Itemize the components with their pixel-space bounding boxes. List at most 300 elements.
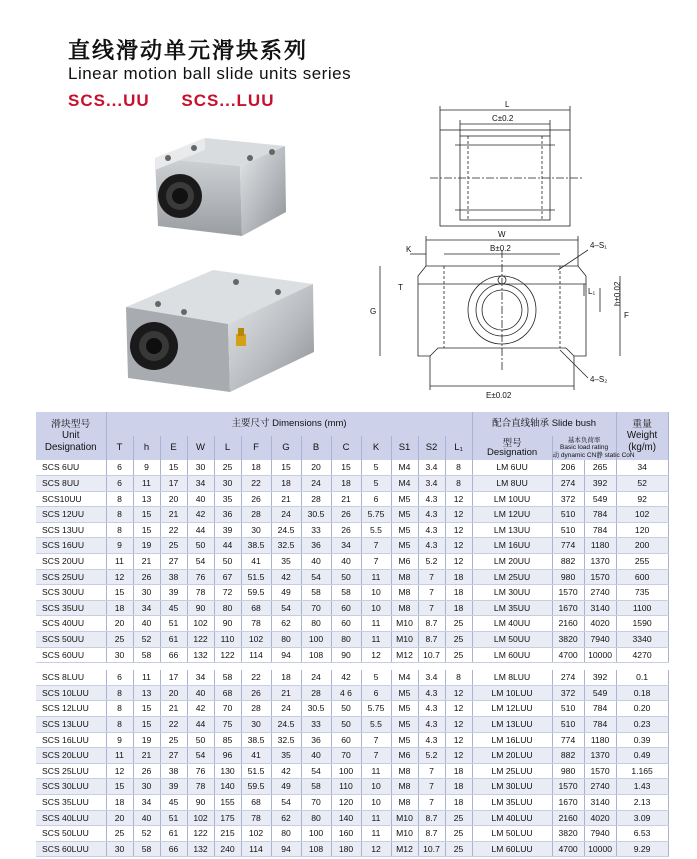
- table-cell: 20: [301, 460, 331, 476]
- table-cell: M8: [391, 600, 418, 616]
- table-cell: 4700: [552, 841, 584, 857]
- table-cell: 18: [331, 476, 361, 492]
- table-cell: 122: [187, 632, 214, 648]
- table-cell: M10: [391, 632, 418, 648]
- table-cell: 265: [584, 460, 616, 476]
- table-cell: 58: [133, 647, 160, 663]
- label-K: K: [406, 245, 412, 254]
- table-cell: 7: [418, 794, 445, 810]
- table-cell: 1180: [584, 732, 616, 748]
- table-cell: 40: [133, 616, 160, 632]
- table-cell: 26: [331, 507, 361, 523]
- table-cell: 25: [160, 538, 187, 554]
- table-cell: M5: [391, 538, 418, 554]
- table-cell: 4.3: [418, 538, 445, 554]
- table-cell: 25: [106, 632, 133, 648]
- unit-designation-cell: SCS 8LUU: [36, 670, 106, 686]
- table-cell: 12: [445, 538, 472, 554]
- label-C: C±0.2: [492, 114, 514, 123]
- table-cell: 76: [187, 763, 214, 779]
- table-cell: 24: [301, 476, 331, 492]
- table-cell: 206: [552, 460, 584, 476]
- table-cell: 42: [331, 670, 361, 686]
- table-row: [36, 841, 668, 857]
- table-cell: 61: [160, 826, 187, 842]
- table-cell: 12: [106, 763, 133, 779]
- table-cell: 1590: [616, 616, 668, 632]
- label-W: W: [498, 230, 506, 239]
- table-cell: 240: [214, 841, 241, 857]
- table-cell: 94: [271, 647, 301, 663]
- table-cell: 30: [187, 460, 214, 476]
- bush-designation-cell: LM 40LUU: [472, 810, 552, 826]
- table-cell: 1370: [584, 554, 616, 570]
- table-cell: 13: [133, 491, 160, 507]
- unit-designation-cell: SCS 35LUU: [36, 794, 106, 810]
- table-cell: 54: [301, 763, 331, 779]
- table-cell: 58: [301, 585, 331, 601]
- table-cell: 76: [187, 569, 214, 585]
- table-cell: 18: [106, 600, 133, 616]
- table-cell: 882: [552, 554, 584, 570]
- label-h: h±0.02: [613, 281, 622, 306]
- table-cell: 62: [271, 616, 301, 632]
- table-cell: 72: [214, 585, 241, 601]
- table-cell: 52: [133, 826, 160, 842]
- header-bush-designation: 型号 Designation: [472, 436, 552, 460]
- bush-designation-cell: LM 10LUU: [472, 685, 552, 701]
- table-cell: 1570: [584, 763, 616, 779]
- table-cell: 9: [133, 460, 160, 476]
- table-cell: 30: [241, 522, 271, 538]
- table-cell: 50: [331, 717, 361, 733]
- table-cell: 7: [418, 569, 445, 585]
- table-cell: 20: [160, 685, 187, 701]
- unit-designation-cell: SCS 30UU: [36, 585, 106, 601]
- table-cell: 15: [133, 701, 160, 717]
- table-cell: 120: [331, 794, 361, 810]
- table-cell: 21: [160, 701, 187, 717]
- table-cell: 92: [616, 491, 668, 507]
- bush-designation-cell: LM 30LUU: [472, 779, 552, 795]
- header-C: C: [331, 436, 361, 460]
- table-cell: 18: [106, 794, 133, 810]
- table-cell: M5: [391, 507, 418, 523]
- table-cell: 39: [214, 522, 241, 538]
- label-G: G: [370, 307, 377, 316]
- table-cell: 22: [160, 717, 187, 733]
- table-cell: 38.5: [241, 732, 271, 748]
- table-cell: 215: [214, 826, 241, 842]
- header-L: L: [214, 436, 241, 460]
- table-cell: 15: [160, 460, 187, 476]
- table-cell: 40: [133, 810, 160, 826]
- table-row: [36, 685, 668, 701]
- table-cell: 510: [552, 701, 584, 717]
- table-cell: 4020: [584, 810, 616, 826]
- table-cell: 21: [133, 748, 160, 764]
- table-cell: 100: [301, 632, 331, 648]
- table-cell: 102: [187, 616, 214, 632]
- table-cell: M5: [391, 522, 418, 538]
- table-cell: 85: [214, 732, 241, 748]
- label-S2: 4–S₂: [590, 375, 608, 384]
- unit-designation-cell: SCS 50UU: [36, 632, 106, 648]
- table-cell: 3820: [552, 826, 584, 842]
- table-cell: 180: [331, 841, 361, 857]
- table-cell: 4 6: [331, 685, 361, 701]
- table-cell: 0.20: [616, 701, 668, 717]
- table-row: [36, 538, 668, 554]
- table-cell: 8: [445, 670, 472, 686]
- table-cell: M10: [391, 826, 418, 842]
- table-cell: 44: [187, 717, 214, 733]
- unit-designation-cell: SCS 60LUU: [36, 841, 106, 857]
- table-cell: 784: [584, 522, 616, 538]
- table-cell: 11: [133, 476, 160, 492]
- table-cell: 0.49: [616, 748, 668, 764]
- table-cell: 10: [361, 779, 391, 795]
- table-cell: 8: [106, 685, 133, 701]
- table-cell: M12: [391, 647, 418, 663]
- table-cell: 38.5: [241, 538, 271, 554]
- table-cell: 28: [301, 491, 331, 507]
- table-cell: 2160: [552, 616, 584, 632]
- table-cell: 49: [271, 585, 301, 601]
- table-cell: 372: [552, 491, 584, 507]
- table-cell: 10: [361, 600, 391, 616]
- table-cell: 5: [361, 670, 391, 686]
- bush-designation-cell: LM 6UU: [472, 460, 552, 476]
- table-cell: 9: [106, 538, 133, 554]
- table-cell: 12: [445, 701, 472, 717]
- table-cell: 25: [160, 732, 187, 748]
- table-cell: 510: [552, 507, 584, 523]
- bush-designation-cell: LM 8LUU: [472, 670, 552, 686]
- table-cell: M5: [391, 491, 418, 507]
- bush-designation-cell: LM 25LUU: [472, 763, 552, 779]
- table-cell: 78: [241, 616, 271, 632]
- table-cell: 80: [214, 600, 241, 616]
- table-cell: 6: [106, 476, 133, 492]
- table-cell: 21: [331, 491, 361, 507]
- table-cell: 51: [160, 616, 187, 632]
- unit-designation-cell: SCS 8UU: [36, 476, 106, 492]
- table-row: [36, 522, 668, 538]
- table-cell: 38: [160, 569, 187, 585]
- table-cell: M5: [391, 717, 418, 733]
- unit-designation-cell: SCS 13UU: [36, 522, 106, 538]
- table-cell: 392: [584, 476, 616, 492]
- table-cell: 1570: [584, 569, 616, 585]
- table-cell: 34: [187, 476, 214, 492]
- table-cell: 15: [133, 507, 160, 523]
- bush-designation-cell: LM 50UU: [472, 632, 552, 648]
- bush-designation-cell: LM 50LUU: [472, 826, 552, 842]
- table-cell: 40: [301, 554, 331, 570]
- bush-designation-cell: LM 30UU: [472, 585, 552, 601]
- table-cell: 20: [160, 491, 187, 507]
- table-cell: 35: [271, 748, 301, 764]
- table-cell: 774: [552, 732, 584, 748]
- table-cell: 102: [241, 826, 271, 842]
- table-cell: 30: [133, 779, 160, 795]
- table-cell: 8.7: [418, 616, 445, 632]
- table-cell: 34: [187, 670, 214, 686]
- table-cell: 19: [133, 538, 160, 554]
- table-cell: 90: [331, 647, 361, 663]
- table-cell: 28: [241, 507, 271, 523]
- table-cell: 3.4: [418, 670, 445, 686]
- table-cell: 12: [445, 554, 472, 570]
- unit-designation-cell: SCS 60UU: [36, 647, 106, 663]
- table-cell: 108: [301, 647, 331, 663]
- table-cell: 22: [160, 522, 187, 538]
- table-cell: 2740: [584, 585, 616, 601]
- dimensions-table: [36, 412, 669, 857]
- bush-designation-cell: LM 13LUU: [472, 717, 552, 733]
- table-cell: 1370: [584, 748, 616, 764]
- unit-designation-cell: SCS 13LUU: [36, 717, 106, 733]
- table-cell: 12: [445, 732, 472, 748]
- table-cell: 122: [187, 826, 214, 842]
- table-cell: 25: [445, 841, 472, 857]
- table-cell: 12: [445, 717, 472, 733]
- table-cell: 18: [271, 670, 301, 686]
- table-cell: 90: [187, 794, 214, 810]
- table-cell: 40: [187, 491, 214, 507]
- table-cell: 45: [160, 600, 187, 616]
- bush-designation-cell: LM 13UU: [472, 522, 552, 538]
- table-cell: 49: [271, 779, 301, 795]
- table-cell: 784: [584, 507, 616, 523]
- table-cell: 54: [187, 554, 214, 570]
- label-L1: L₁: [588, 287, 596, 296]
- table-cell: 30.5: [301, 701, 331, 717]
- table-row: [36, 569, 668, 585]
- table-cell: 5: [361, 460, 391, 476]
- table-cell: M8: [391, 763, 418, 779]
- label-B: B±0.2: [490, 244, 511, 253]
- header-E: E: [160, 436, 187, 460]
- table-cell: 18: [445, 569, 472, 585]
- header-load-rating: 基本负荷率 Basic load rating 动 dynamic CN 静 static CoN: [552, 437, 635, 459]
- table-row: [36, 748, 668, 764]
- table-cell: 36: [301, 732, 331, 748]
- table-cell: 12: [445, 748, 472, 764]
- table-cell: 7940: [584, 826, 616, 842]
- table-cell: 4.3: [418, 491, 445, 507]
- unit-designation-cell: SCS 20LUU: [36, 748, 106, 764]
- table-cell: 30: [106, 841, 133, 857]
- table-cell: 75: [214, 717, 241, 733]
- table-cell: 12: [106, 569, 133, 585]
- table-cell: 4270: [616, 647, 668, 663]
- product-photo-long-unit: [118, 262, 318, 398]
- table-cell: 26: [133, 763, 160, 779]
- table-cell: 15: [271, 460, 301, 476]
- header-G: G: [271, 436, 301, 460]
- table-row: [36, 616, 668, 632]
- table-cell: 30: [106, 647, 133, 663]
- table-cell: 122: [214, 647, 241, 663]
- table-cell: 78: [187, 585, 214, 601]
- table-cell: 12: [361, 841, 391, 857]
- table-cell: 15: [133, 717, 160, 733]
- table-cell: 17: [160, 670, 187, 686]
- table-cell: 24.5: [271, 522, 301, 538]
- table-cell: M6: [391, 554, 418, 570]
- table-cell: 34: [616, 460, 668, 476]
- header-dimensions: 主要尺寸 Dimensions (mm): [106, 412, 472, 436]
- table-cell: 1570: [552, 779, 584, 795]
- table-cell: 1100: [616, 600, 668, 616]
- table-cell: 6: [361, 685, 391, 701]
- table-row: [36, 554, 668, 570]
- table-cell: 78: [241, 810, 271, 826]
- table-cell: 39: [160, 585, 187, 601]
- table-cell: 2160: [552, 810, 584, 826]
- table-row: [36, 732, 668, 748]
- model-series: [68, 91, 274, 111]
- table-cell: 7: [418, 600, 445, 616]
- table-cell: 24: [271, 507, 301, 523]
- table-cell: 10: [361, 585, 391, 601]
- table-cell: 51: [160, 810, 187, 826]
- table-cell: 80: [301, 616, 331, 632]
- table-cell: 110: [214, 632, 241, 648]
- table-cell: 10000: [584, 841, 616, 857]
- table-cell: 11: [361, 826, 391, 842]
- table-cell: 54: [271, 600, 301, 616]
- table-cell: 30: [241, 717, 271, 733]
- table-cell: 22: [241, 670, 271, 686]
- table-cell: 11: [361, 616, 391, 632]
- table-cell: 34: [331, 538, 361, 554]
- unit-designation-cell: SCS 40LUU: [36, 810, 106, 826]
- table-cell: 5.5: [361, 717, 391, 733]
- bush-designation-cell: LM 8UU: [472, 476, 552, 492]
- unit-designation-cell: SCS 40UU: [36, 616, 106, 632]
- product-photo-short-unit: [150, 118, 300, 248]
- table-row: [36, 701, 668, 717]
- table-cell: M6: [391, 748, 418, 764]
- table-cell: 15: [331, 460, 361, 476]
- table-cell: 21: [271, 685, 301, 701]
- table-cell: 11: [361, 569, 391, 585]
- table-cell: 70: [301, 794, 331, 810]
- table-cell: 8: [106, 522, 133, 538]
- unit-designation-cell: SCS 30LUU: [36, 779, 106, 795]
- table-cell: 6: [361, 491, 391, 507]
- table-row: [36, 810, 668, 826]
- table-cell: 1180: [584, 538, 616, 554]
- table-cell: 3140: [584, 600, 616, 616]
- table-cell: 1570: [552, 585, 584, 601]
- table-cell: 6: [106, 670, 133, 686]
- table-cell: 132: [187, 647, 214, 663]
- header-S2: S2: [418, 436, 445, 460]
- table-cell: 67: [214, 569, 241, 585]
- table-cell: 7: [361, 732, 391, 748]
- table-cell: 549: [584, 685, 616, 701]
- table-cell: 735: [616, 585, 668, 601]
- table-row: [36, 779, 668, 795]
- table-cell: M4: [391, 460, 418, 476]
- table-cell: 80: [271, 826, 301, 842]
- table-cell: 50: [187, 732, 214, 748]
- table-cell: 274: [552, 670, 584, 686]
- table-cell: 784: [584, 701, 616, 717]
- table-cell: 8: [106, 717, 133, 733]
- unit-designation-cell: SCS 35UU: [36, 600, 106, 616]
- table-cell: 774: [552, 538, 584, 554]
- table-cell: 140: [214, 779, 241, 795]
- table-cell: 25: [214, 460, 241, 476]
- table-cell: 8: [106, 491, 133, 507]
- table-cell: 70: [301, 600, 331, 616]
- table-cell: 4.3: [418, 685, 445, 701]
- table-cell: 60: [331, 600, 361, 616]
- bush-designation-cell: LM 35UU: [472, 600, 552, 616]
- table-row: [36, 507, 668, 523]
- table-cell: 4.3: [418, 522, 445, 538]
- table-cell: 15: [106, 779, 133, 795]
- table-cell: 42: [187, 507, 214, 523]
- table-row: [36, 585, 668, 601]
- table-cell: 21: [133, 554, 160, 570]
- table-cell: 68: [214, 685, 241, 701]
- table-cell: 3140: [584, 794, 616, 810]
- table-cell: 15: [133, 522, 160, 538]
- unit-designation-cell: SCS 12UU: [36, 507, 106, 523]
- table-cell: 32.5: [271, 538, 301, 554]
- table-cell: 20: [106, 616, 133, 632]
- table-cell: 26: [331, 522, 361, 538]
- table-cell: 4700: [552, 647, 584, 663]
- table-cell: 25: [445, 826, 472, 842]
- table-cell: 600: [616, 569, 668, 585]
- table-cell: 40: [331, 554, 361, 570]
- table-cell: 17: [160, 476, 187, 492]
- table-cell: 42: [187, 701, 214, 717]
- model-series-luu: SCS...LUU: [181, 91, 275, 110]
- table-cell: 18: [445, 585, 472, 601]
- table-cell: 41: [241, 554, 271, 570]
- table-cell: 33: [301, 717, 331, 733]
- table-cell: 882: [552, 748, 584, 764]
- table-cell: 18: [445, 763, 472, 779]
- table-cell: M4: [391, 670, 418, 686]
- table-cell: 7: [361, 554, 391, 570]
- table-cell: 980: [552, 763, 584, 779]
- table-cell: 120: [616, 522, 668, 538]
- unit-designation-cell: SCS 6UU: [36, 460, 106, 476]
- table-cell: 200: [616, 538, 668, 554]
- table-cell: 6.53: [616, 826, 668, 842]
- table-cell: 25: [445, 810, 472, 826]
- table-row: [36, 717, 668, 733]
- table-cell: 20: [106, 810, 133, 826]
- table-cell: 7: [361, 748, 391, 764]
- table-cell: 11: [361, 632, 391, 648]
- table-cell: 59.5: [241, 585, 271, 601]
- table-cell: 70: [331, 748, 361, 764]
- table-cell: 510: [552, 522, 584, 538]
- table-cell: 70: [214, 701, 241, 717]
- bush-designation-cell: LM 20UU: [472, 554, 552, 570]
- table-cell: 10000: [584, 647, 616, 663]
